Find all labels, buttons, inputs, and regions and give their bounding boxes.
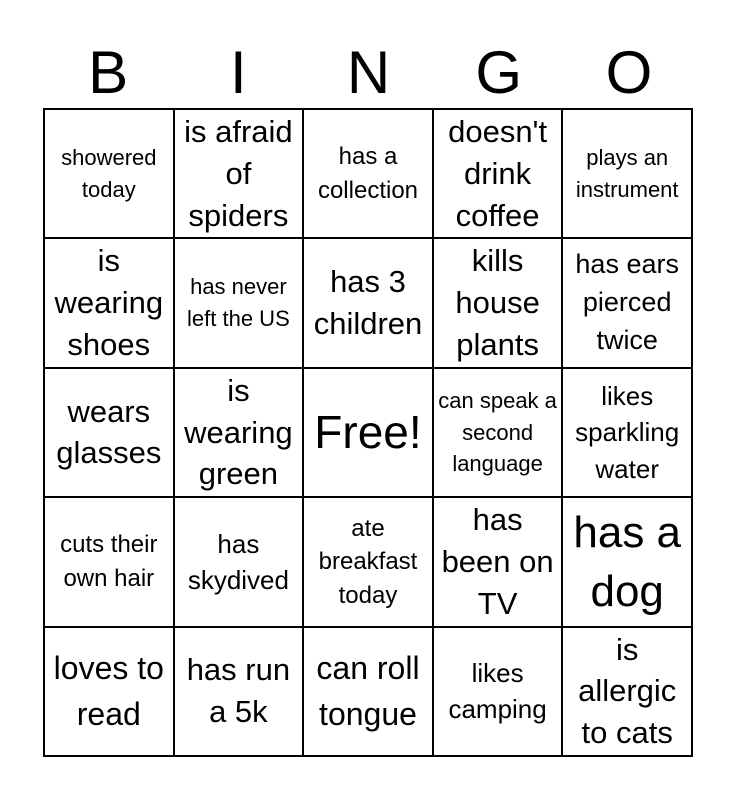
bingo-header: [43, 38, 694, 108]
bingo-cell[interactable]: has a collection: [303, 109, 433, 238]
bingo-cell[interactable]: kills house plants: [433, 238, 563, 367]
bingo-cell[interactable]: cuts their own hair: [44, 497, 174, 626]
bingo-cell[interactable]: doesn't drink coffee: [433, 109, 563, 238]
header-letter-g: G: [475, 39, 523, 106]
bingo-grid: [43, 108, 693, 757]
bingo-cell[interactable]: likes sparkling water: [562, 368, 692, 497]
bingo-cell[interactable]: has run a 5k: [174, 627, 304, 756]
bingo-cell[interactable]: has ears pierced twice: [562, 238, 692, 367]
bingo-cell[interactable]: is wearing shoes: [44, 238, 174, 367]
header-letter-b: B: [88, 39, 129, 106]
bingo-cell[interactable]: ate breakfast today: [303, 497, 433, 626]
bingo-cell[interactable]: plays an instrument: [562, 109, 692, 238]
bingo-cell[interactable]: showered today: [44, 109, 174, 238]
bingo-cell[interactable]: is wearing green: [174, 368, 304, 497]
bingo-cell[interactable]: can roll tongue: [303, 627, 433, 756]
header-letter-o: O: [605, 39, 653, 106]
bingo-cell[interactable]: loves to read: [44, 627, 174, 756]
bingo-cell[interactable]: wears glasses: [44, 368, 174, 497]
bingo-cell[interactable]: has never left the US: [174, 238, 304, 367]
bingo-cell[interactable]: is afraid of spiders: [174, 109, 304, 238]
bingo-cell[interactable]: can speak a second language: [433, 368, 563, 497]
header-letter-i: I: [229, 39, 247, 106]
bingo-cell[interactable]: has skydived: [174, 497, 304, 626]
bingo-cell[interactable]: has been on TV: [433, 497, 563, 626]
free-space-cell[interactable]: Free!: [303, 368, 433, 497]
bingo-cell[interactable]: likes camping: [433, 627, 563, 756]
bingo-cell[interactable]: is allergic to cats: [562, 627, 692, 756]
header-letter-n: N: [346, 39, 391, 106]
bingo-cell[interactable]: has 3 children: [303, 238, 433, 367]
bingo-cell[interactable]: has a dog: [562, 497, 692, 626]
